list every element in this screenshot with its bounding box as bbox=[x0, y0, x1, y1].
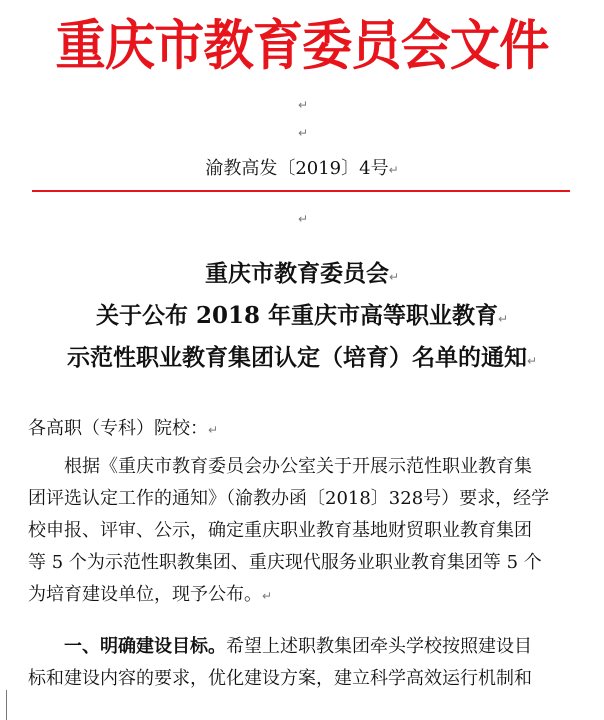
paragraph-mark: ↵ bbox=[497, 312, 509, 326]
margin-bar bbox=[6, 690, 7, 720]
title-line-3 bbox=[0, 342, 604, 377]
body-line-text: 为培育建设单位，现予公布。 bbox=[28, 584, 262, 605]
title-line-1-text: 重庆市教育委员会 bbox=[204, 260, 389, 287]
body-line: 等 5 个为示范性职教集团、重庆现代服务业职业教育集团等 5 个 bbox=[28, 552, 542, 573]
paragraph-mark: ↵ bbox=[526, 354, 538, 368]
body-line: 校申报、评审、公示，确定重庆职业教育基地财贸职业教育集团 bbox=[28, 520, 532, 541]
title-line-2-text: 关于公布 2018 年重庆市高等职业教育 bbox=[95, 302, 498, 329]
salutation bbox=[28, 414, 588, 445]
title-line-2 bbox=[0, 300, 604, 335]
body-line: 标和建设内容的要求，优化建设方案，建立科学高效运行机制和 bbox=[28, 668, 532, 689]
document-number-text: 渝教高发〔2019〕4号 bbox=[205, 158, 389, 179]
section-heading-line bbox=[28, 632, 588, 662]
body-line: 根据《重庆市教育委员会办公室关于开展示范性职业教育集 bbox=[64, 456, 532, 477]
body-line bbox=[28, 580, 588, 611]
section-heading: 一、明确建设目标。 bbox=[64, 636, 226, 657]
paragraph-mark: ↵ bbox=[208, 423, 219, 437]
paragraph-mark: ↵ bbox=[262, 589, 273, 603]
salutation-text: 各高职（专科）院校： bbox=[28, 418, 208, 439]
paragraph-mark: ↵ bbox=[297, 212, 309, 226]
red-header-title: 重庆市教育委员会文件 bbox=[55, 13, 549, 77]
title-line-3-text: 示范性职业教育集团认定（培育）名单的通知 bbox=[66, 344, 527, 371]
paragraph-mark: ↵ bbox=[297, 98, 309, 112]
body-line: 团评选认定工作的通知》（渝教办函〔2018〕328号）要求，经学 bbox=[28, 488, 550, 509]
title-line-1 bbox=[0, 258, 604, 293]
paragraph-mark: ↵ bbox=[388, 270, 400, 284]
paragraph-mark: ↵ bbox=[297, 126, 309, 140]
body-line-text: 希望上述职教集团牵头学校按照建设目 bbox=[226, 636, 532, 657]
red-divider bbox=[32, 190, 570, 192]
document-number bbox=[0, 156, 604, 183]
paragraph-mark: ↵ bbox=[388, 163, 399, 177]
